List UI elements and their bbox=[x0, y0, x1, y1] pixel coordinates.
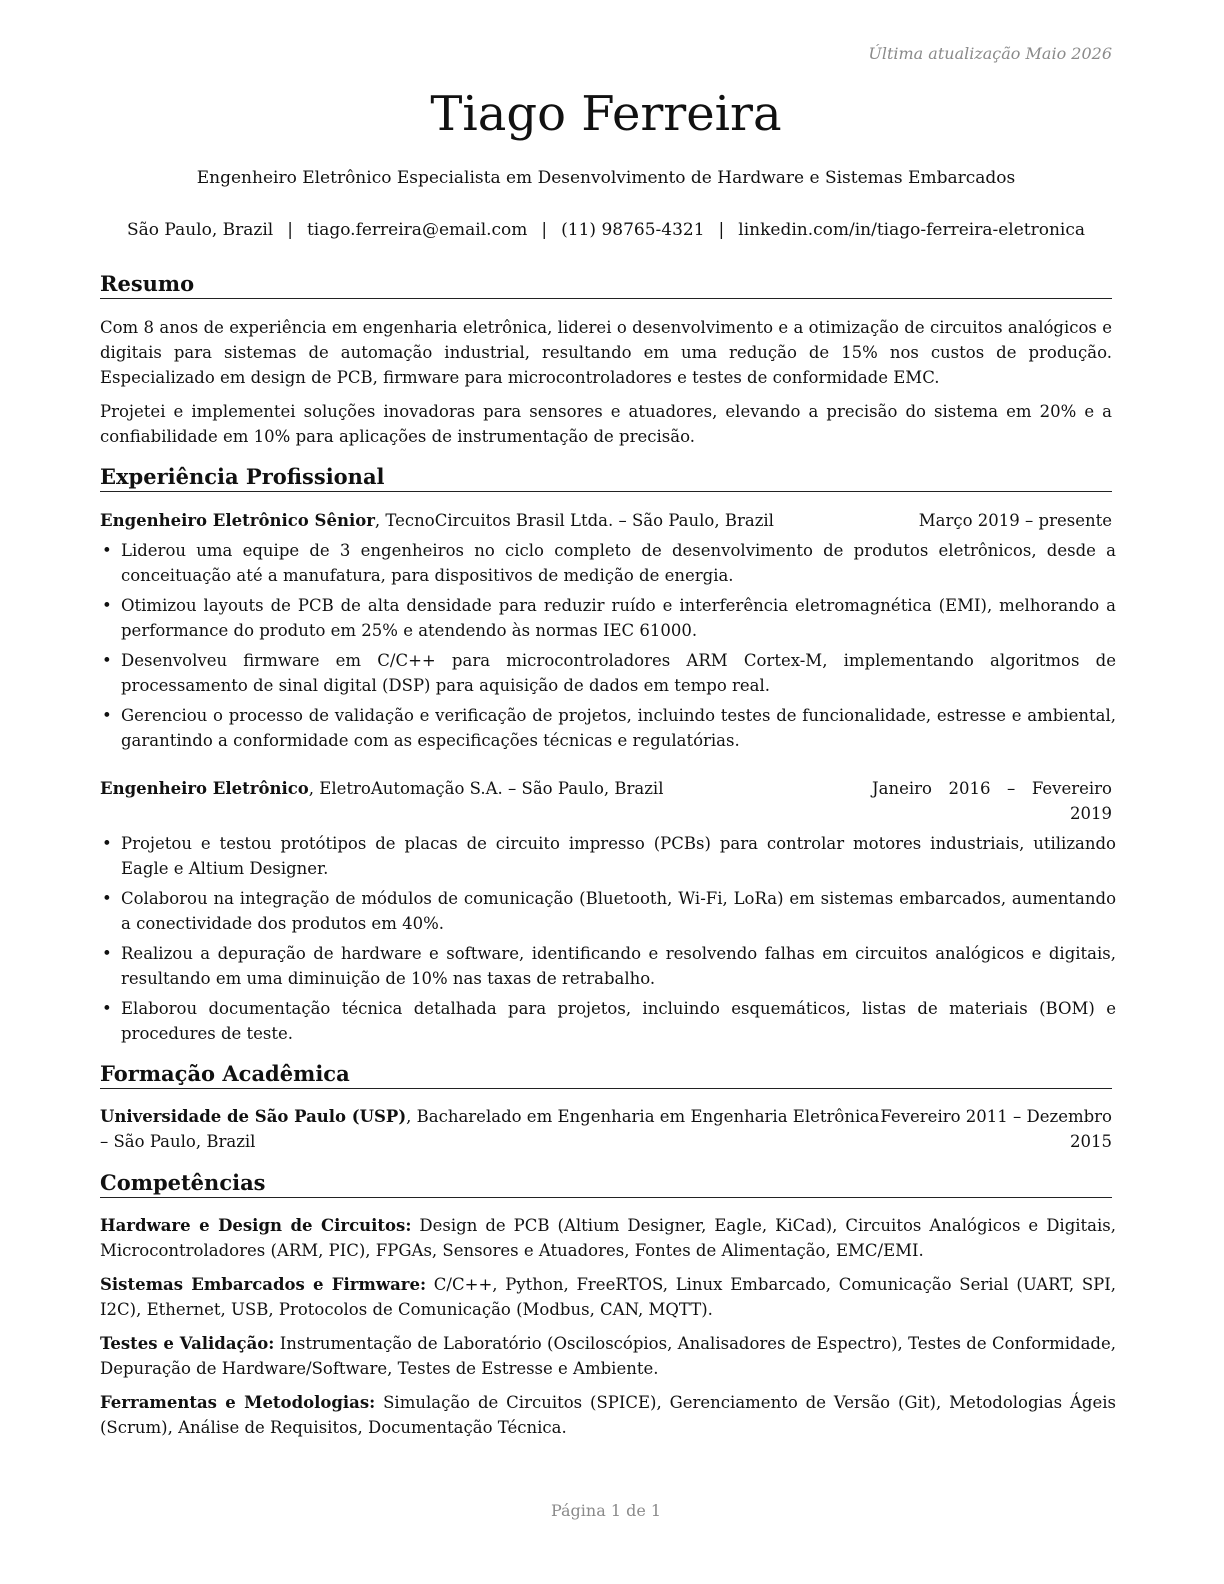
list-item-text: Elaborou documentação técnica detalhada para projetos, incluindo esquemáticos, listas de materiais (BOM) e procedures de teste. bbox=[121, 999, 1116, 1043]
skill-group bbox=[100, 1213, 1116, 1263]
list-item-text: Otimizou layouts de PCB de alta densidade para reduzir ruído e interferência eletromagnética (EMI), melhorando a performance do produto em 25% e atendendo às normas IEC 61000. bbox=[121, 596, 1116, 640]
education-dates-end: 2015 bbox=[1070, 1132, 1112, 1151]
job-bullets bbox=[100, 538, 1116, 758]
contact-linkedin[interactable]: linkedin.com/in/tiago-ferreira-eletronica bbox=[738, 220, 1086, 240]
list-item bbox=[100, 703, 1116, 753]
bullet-icon: • bbox=[102, 651, 112, 670]
contact-email[interactable]: tiago.ferreira@email.com bbox=[306, 220, 528, 240]
section-title-education: Formação Acadêmica bbox=[100, 1061, 1112, 1089]
skill-group bbox=[100, 1390, 1116, 1440]
section-title-skills: Competências bbox=[100, 1170, 1112, 1198]
separator: | bbox=[718, 220, 725, 240]
bullet-icon: • bbox=[102, 889, 112, 908]
skill-text: Design de PCB (Altium Designer, Eagle, KiCad), Circuitos Analógicos e Digitais, Microcontroladores (ARM, PIC), FPGAs, Sensores e Atuadores, Fontes de Alimentação, EMC/EMI. bbox=[100, 1216, 1116, 1260]
skill-text: C/C++, Python, FreeRTOS, Linux Embarcado, Comunicação Serial (UART, SPI, I2C), Ethernet, USB, Protocolos de Comunicação (Modbus, CAN, MQTT). bbox=[100, 1275, 1116, 1319]
contact-location: São Paulo, Brazil bbox=[126, 220, 274, 240]
bullet-icon: • bbox=[102, 541, 112, 560]
skill-text: Simulação de Circuitos (SPICE), Gerenciamento de Versão (Git), Metodologias Ágeis (Scrum), Análise de Requisitos, Documentação Técnica. bbox=[100, 1393, 1116, 1437]
skill-label: Sistemas Embarcados e Firmware: bbox=[100, 1275, 427, 1294]
candidate-name: Tiago Ferreira bbox=[430, 86, 782, 142]
job-title-line bbox=[100, 508, 774, 533]
job-title-line bbox=[100, 776, 663, 801]
list-item bbox=[100, 831, 1116, 881]
list-item-text: Colaborou na integração de módulos de comunicação (Bluetooth, Wi-Fi, LoRa) em sistemas embarcados, aumentando a conectividade dos produtos em 40%. bbox=[121, 889, 1116, 933]
separator: | bbox=[541, 220, 548, 240]
resume-page bbox=[100, 0, 1116, 1584]
job-company: , TecnoCircuitos Brasil Ltda. – São Paulo, Brazil bbox=[374, 511, 774, 530]
skill-text: Instrumentação de Laboratório (Osciloscópios, Analisadores de Espectro), Testes de Conformidade, Depuração de Hardware/Software, Testes de Estresse e Ambiente. bbox=[100, 1334, 1116, 1378]
skill-label: Ferramentas e Metodologias: bbox=[100, 1393, 376, 1412]
list-item bbox=[100, 941, 1116, 991]
bullet-icon: • bbox=[102, 834, 112, 853]
section-title-experience: Experiência Profissional bbox=[100, 464, 1112, 492]
contact-phone[interactable]: (11) 98765-4321 bbox=[561, 220, 705, 240]
list-item-text: Liderou uma equipe de 3 engenheiros no ciclo completo de desenvolvimento de produtos eletrônicos, desde a conceituação até a manufatura, para dispositivos de medição de energia. bbox=[121, 541, 1116, 585]
education-institution: Universidade de São Paulo (USP) bbox=[100, 1107, 407, 1126]
job-role: Engenheiro Eletrônico bbox=[100, 779, 309, 798]
job-bullets bbox=[100, 831, 1116, 1051]
section-title-summary: Resumo bbox=[100, 271, 1112, 299]
headline: Engenheiro Eletrônico Especialista em Desenvolvimento de Hardware e Sistemas Embarcados bbox=[196, 168, 1016, 188]
education-degree: , Bacharelado em Engenharia em Engenharia Eletrônica bbox=[406, 1107, 880, 1126]
job-dates: Janeiro 2016 – Fevereiro 2019 bbox=[872, 779, 1112, 823]
list-item bbox=[100, 648, 1116, 698]
bullet-icon: • bbox=[102, 706, 112, 725]
list-item-text: Projetou e testou protótipos de placas de circuito impresso (PCBs) para controlar motores industriais, utilizando Eagle e Altium Designer. bbox=[121, 834, 1116, 878]
page-number: Página 1 de 1 bbox=[550, 1501, 662, 1520]
summary-paragraph: Com 8 anos de experiência em engenharia eletrônica, liderei o desenvolvimento e a otimização de circuitos analógicos e digitais para sistemas de automação industrial, resultando em uma redução de 15% nos custos de produção. Especializado em design de PCB, firmware para microcontroladores e testes de conformidade EMC. bbox=[100, 318, 1112, 387]
bullet-icon: • bbox=[102, 596, 112, 615]
skill-label: Testes e Validação: bbox=[100, 1334, 275, 1353]
education-line bbox=[100, 1104, 879, 1129]
summary-paragraph: Projetei e implementei soluções inovadoras para sensores e atuadores, elevando a precisão do sistema em 20% e a confiabilidade em 10% para aplicações de instrumentação de precisão. bbox=[100, 402, 1112, 446]
job-dates: Março 2019 – presente bbox=[918, 511, 1112, 530]
education-dates-start: Fevereiro 2011 – Dezembro bbox=[880, 1107, 1112, 1126]
skill-group bbox=[100, 1331, 1116, 1381]
list-item-text: Realizou a depuração de hardware e software, identificando e resolvendo falhas em circuitos analógicos e digitais, resultando em uma diminuição de 10% nas taxas de retrabalho. bbox=[121, 944, 1116, 988]
skill-label: Hardware e Design de Circuitos: bbox=[100, 1216, 412, 1235]
last-updated: Última atualização Maio 2026 bbox=[868, 44, 1112, 63]
job-role: Engenheiro Eletrônico Sênior bbox=[100, 511, 375, 530]
list-item bbox=[100, 886, 1116, 936]
skill-group bbox=[100, 1272, 1116, 1322]
separator: | bbox=[287, 220, 293, 240]
list-item bbox=[100, 538, 1116, 588]
list-item bbox=[100, 996, 1116, 1046]
bullet-icon: • bbox=[102, 999, 112, 1018]
contact-line bbox=[80, 220, 1132, 240]
education-location: – São Paulo, Brazil bbox=[100, 1132, 256, 1151]
bullet-icon: • bbox=[102, 944, 112, 963]
list-item-text: Desenvolveu firmware em C/C++ para microcontroladores ARM Cortex-M, implementando algoritmos de processamento de sinal digital (DSP) para aquisição de dados em tempo real. bbox=[121, 651, 1116, 695]
job-company: , EletroAutomação S.A. – São Paulo, Brazil bbox=[308, 779, 664, 798]
list-item bbox=[100, 593, 1116, 643]
list-item-text: Gerenciou o processo de validação e verificação de projetos, incluindo testes de funcionalidade, estresse e ambiental, garantindo a conformidade com as especificações técnicas e regulatórias. bbox=[121, 706, 1116, 750]
